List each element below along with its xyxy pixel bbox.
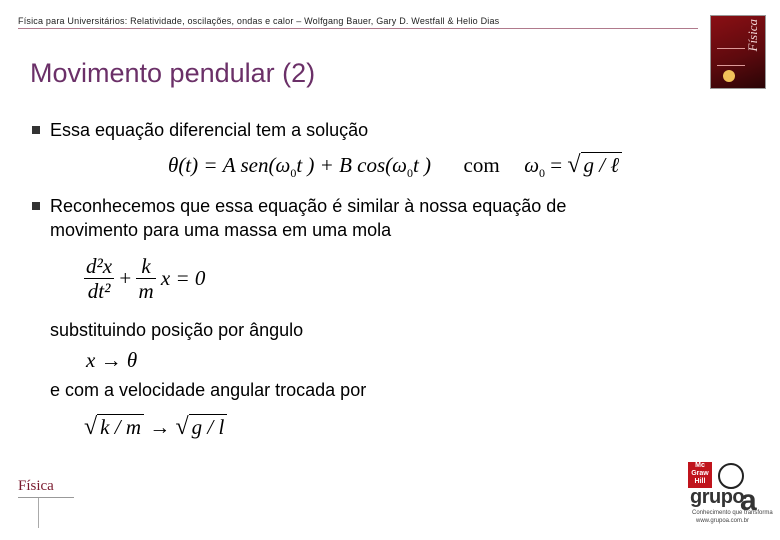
velocidade-text: e com a velocidade angular trocada por xyxy=(50,380,367,400)
formula3-theta: θ xyxy=(126,348,138,372)
grupo-url: www.grupoa.com.br xyxy=(696,518,750,524)
slide-title: Movimento pendular (2) xyxy=(30,58,316,88)
formula2-plus: + xyxy=(119,266,132,290)
formula4-right-root: g / l xyxy=(191,415,225,439)
formula4-left-sqrt: √ k / m xyxy=(84,414,144,441)
formula1-mid1: t ) + B cos(ω xyxy=(296,153,407,177)
formula2-d2x: d²x xyxy=(86,254,113,278)
formula1-mid2: t ) xyxy=(412,153,432,177)
formula3-arrow-icon: → xyxy=(100,348,122,372)
header-text: Física para Universitários: Relatividade, oscilações, ondas e calor – Wolfgang Bauer, Gary D. Westfall & Helio Dias xyxy=(18,16,500,26)
formula-angular-velocity xyxy=(84,414,227,441)
formula2-k: k xyxy=(136,254,155,279)
formula2-frac-d2x xyxy=(84,254,114,303)
formula-substitution xyxy=(86,348,137,373)
formula2-dt2: dt² xyxy=(87,279,111,303)
grupo-logo-word: grupo xyxy=(690,486,745,508)
formula4-right-sqrt: √ g / l xyxy=(176,414,228,441)
formula1-sub-c: 0 xyxy=(539,166,546,181)
formula1-eq: = xyxy=(545,153,568,177)
formula2-frac-k-m xyxy=(136,254,155,303)
bullet-square-icon xyxy=(32,202,40,210)
formula4-left-root: k / m xyxy=(100,415,141,439)
fisica-logo-title: Física xyxy=(18,478,54,494)
mcgraw-hill-logo: Mc Graw Hill xyxy=(688,462,712,488)
formula-pendulum-solution xyxy=(168,152,622,181)
header-divider xyxy=(18,28,698,29)
bullet-2-text: Reconhecemos que essa equação é similar à nossa equação de movimento para uma massa em uma mola xyxy=(50,196,567,240)
book-cover-image xyxy=(710,15,766,89)
fisica-logo-bar xyxy=(38,498,39,528)
formula2-m: m xyxy=(138,279,154,303)
fisica-footer-logo xyxy=(18,478,88,528)
formula1-sub-a: 0 xyxy=(290,166,297,181)
formula1-omega: ω xyxy=(524,153,540,177)
formula3-x: x xyxy=(86,348,96,372)
grupo-tagline: Conhecimento que transforma xyxy=(692,510,773,516)
bullet-square-icon xyxy=(32,126,40,134)
book-cover-decoration xyxy=(717,48,745,66)
fisica-logo-rule xyxy=(18,497,74,498)
formula1-root: g / ℓ xyxy=(583,153,620,177)
formula1-sub-b: 0 xyxy=(406,166,413,181)
formula1-lhs: θ(t) = A sen(ω xyxy=(168,153,291,177)
formula4-arrow-icon: → xyxy=(149,415,171,439)
substituindo-text: substituindo posição por ângulo xyxy=(50,320,304,340)
grupo-logo-letter: a xyxy=(740,484,757,517)
formula-spring-equation xyxy=(84,254,205,303)
bullet-1-text: Essa equação diferencial tem a solução xyxy=(50,120,369,140)
book-cover-title: Física xyxy=(745,19,760,52)
publisher-logos xyxy=(688,462,773,532)
formula2-rest: x = 0 xyxy=(160,266,206,290)
book-cover-logo-dot xyxy=(723,70,735,82)
formula1-com: com xyxy=(463,153,500,177)
formula1-sqrt: √ g / ℓ xyxy=(567,152,622,179)
